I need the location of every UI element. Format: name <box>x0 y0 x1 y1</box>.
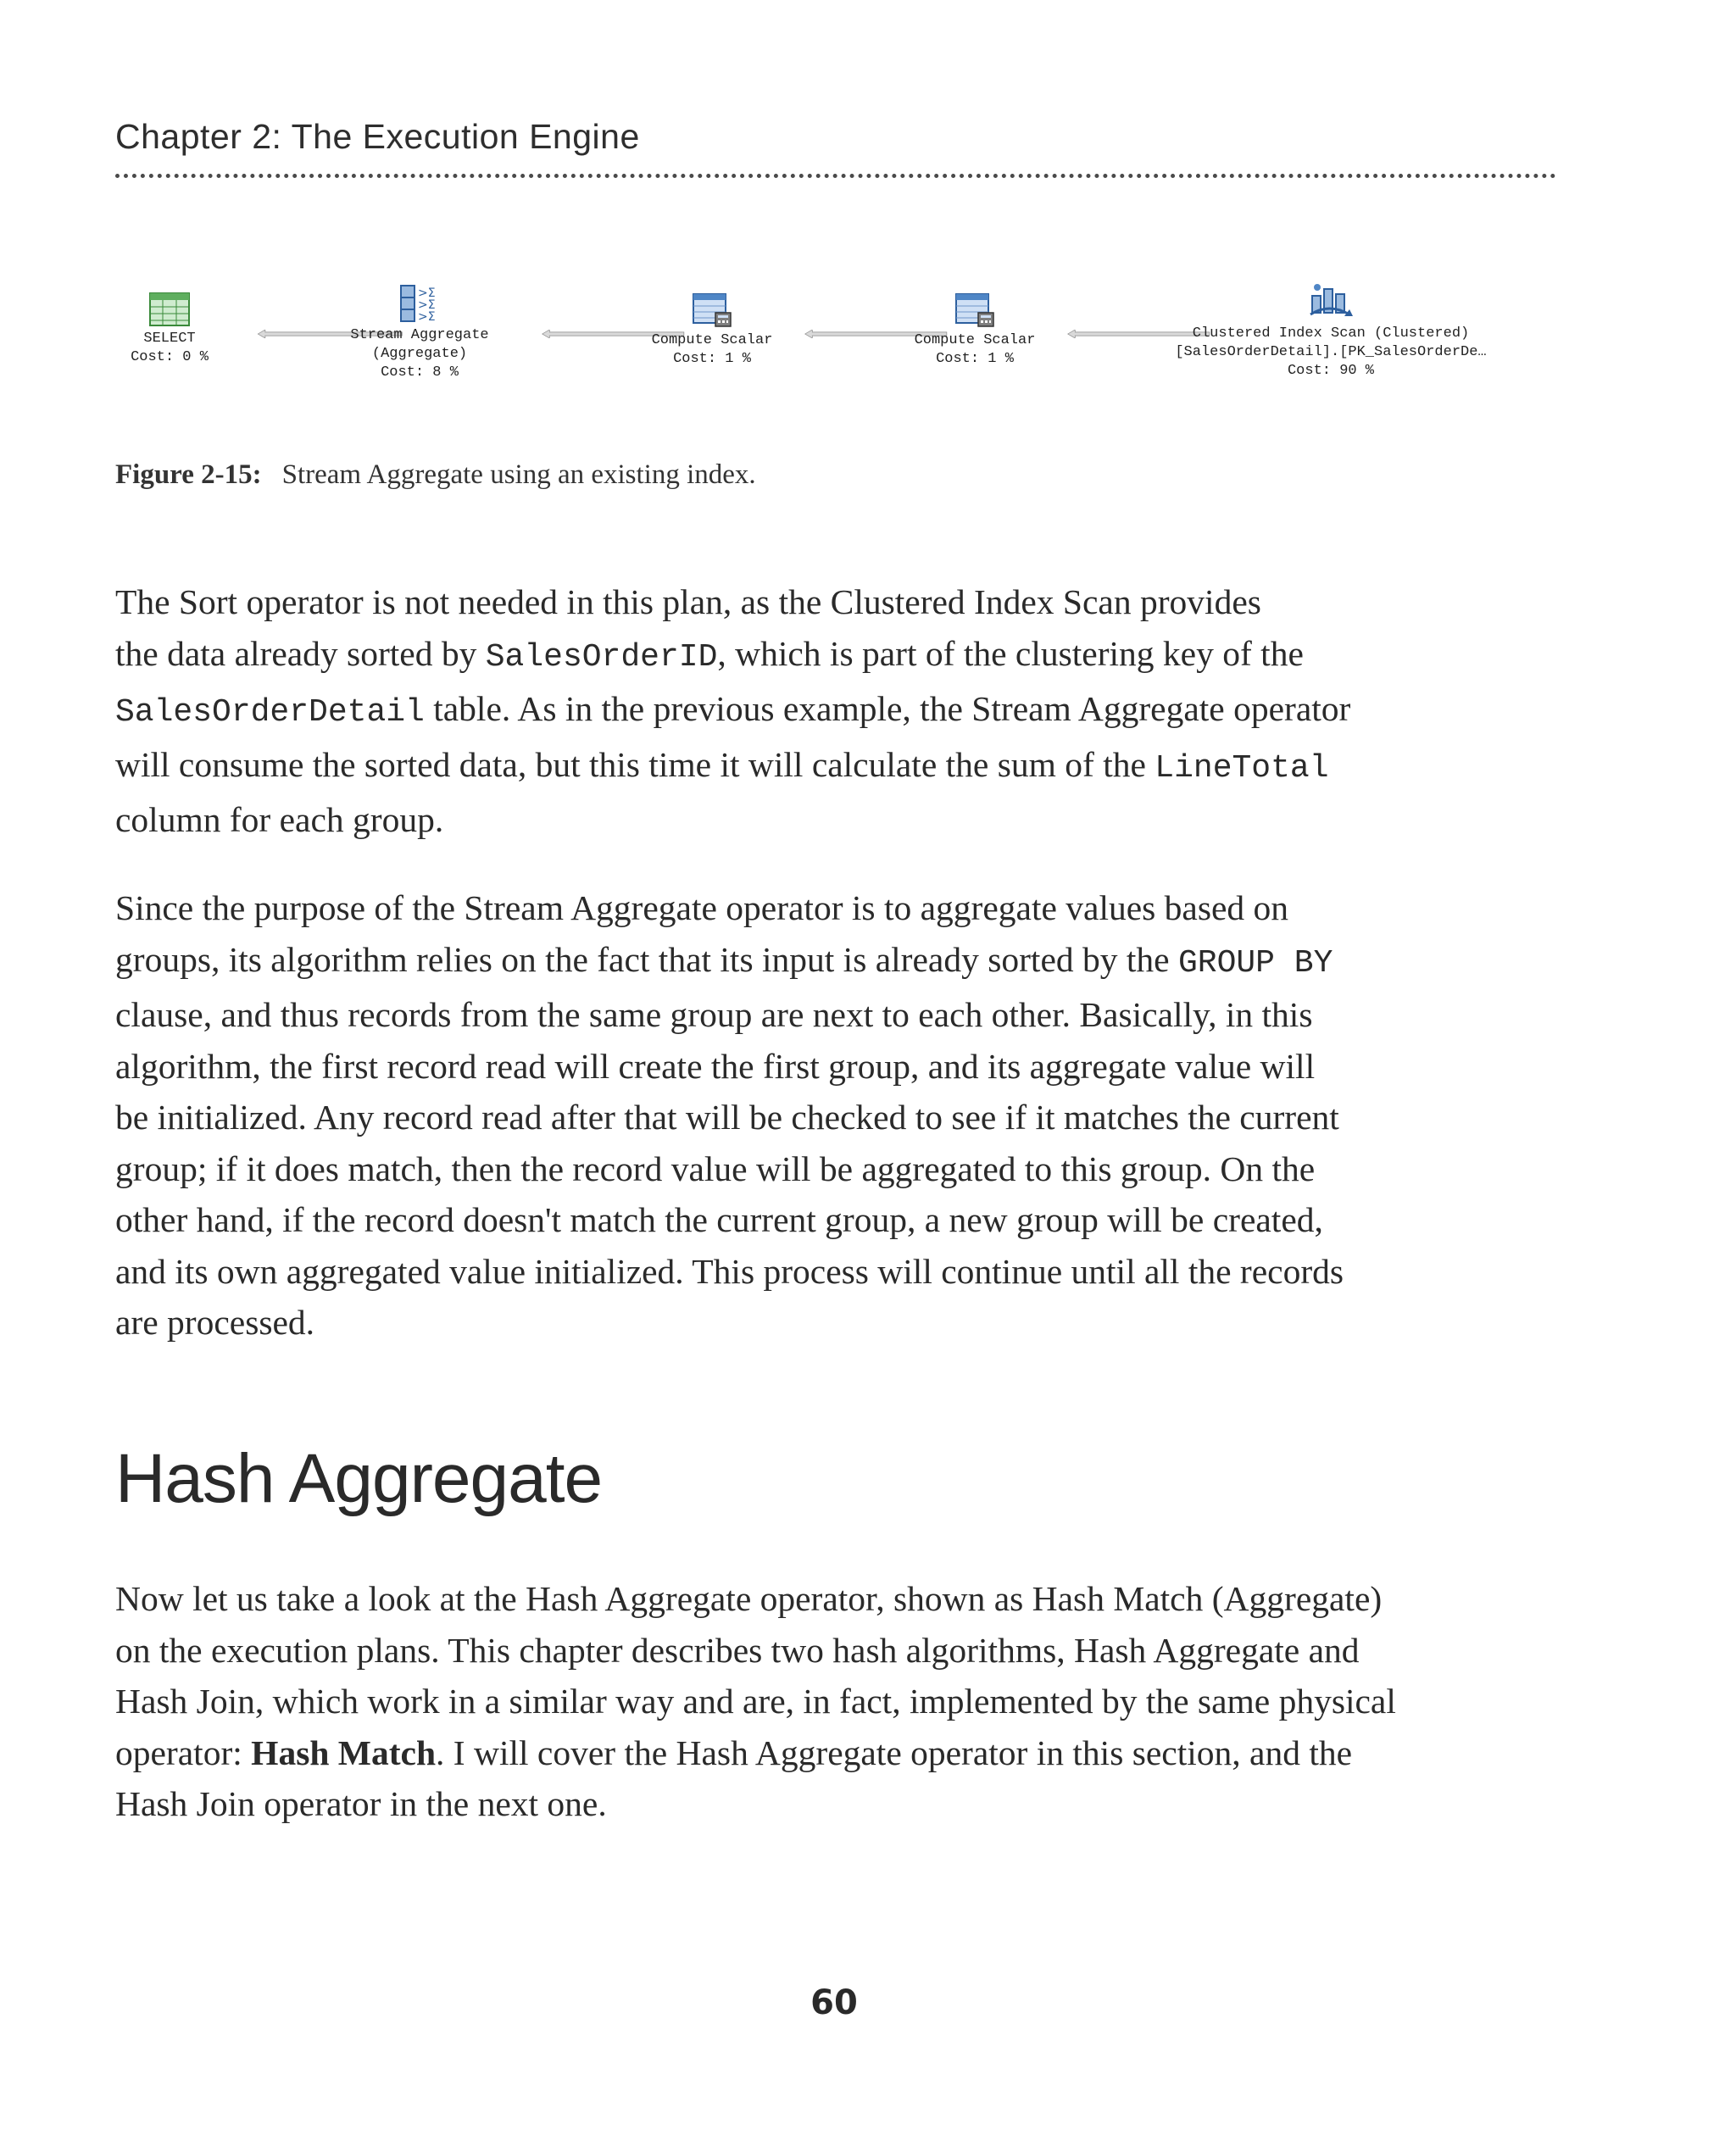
text-line: clause, and thus records from the same group are next to each other. Basically, in this <box>115 995 1313 1034</box>
inline-code: GROUP BY <box>1177 944 1333 982</box>
text-run: groups, its algorithm relies on the fact that its input is already sorted by the <box>115 939 1178 979</box>
text-line: Hash Join operator in the next one. <box>115 1784 607 1823</box>
page-number: 60 <box>810 1983 858 2022</box>
bold-term: Hash Match <box>251 1732 437 1772</box>
text-line: The Sort operator is not needed in this plan, as the Clustered Index Scan provides <box>115 582 1261 621</box>
figure-caption-text: Stream Aggregate using an existing index. <box>281 459 756 490</box>
text-run: the data already sorted by <box>115 633 486 673</box>
operator-name: Compute Scalar <box>914 332 1036 348</box>
svg-text:>Σ: >Σ <box>418 286 436 300</box>
svg-text:>Σ: >Σ <box>418 298 436 312</box>
section-heading: Hash Aggregate <box>115 1440 603 1517</box>
operator-name: SELECT <box>143 331 196 347</box>
text-line: Now let us take a look at the Hash Aggregate operator, shown as Hash Match (Aggregate) <box>115 1579 1383 1618</box>
plan-operator-stream-aggregate <box>314 284 526 382</box>
text-line: be initialized. Any record read after that will be checked to see if it matches the current <box>115 1098 1339 1137</box>
inline-code: LineTotal <box>1155 749 1329 787</box>
compute-scalar-icon <box>954 292 995 328</box>
figure-caption <box>115 459 756 491</box>
header-dotted-rule <box>115 174 1556 178</box>
operator-cost: Cost: 1 % <box>673 351 751 367</box>
text-line: on the execution plans. This chapter describes two hash algorithms, Hash Aggregate and <box>115 1630 1360 1670</box>
text-line <box>115 934 1573 990</box>
running-head: Chapter 2: The Execution Engine <box>115 117 640 156</box>
operator-cost: Cost: 8 % <box>381 364 459 381</box>
text-line: and its own aggregated value initialized. This process will continue until all the records <box>115 1251 1344 1291</box>
text-run: will consume the sorted data, but this time it will calculate the sum of the <box>115 744 1155 784</box>
body-paragraph <box>115 576 1573 846</box>
operator-name: Clustered Index Scan (Clustered) <box>1192 325 1470 342</box>
operator-cost: Cost: 1 % <box>936 351 1014 367</box>
compute-scalar-icon <box>692 292 732 328</box>
text-line: are processed. <box>115 1303 315 1342</box>
text-run: , which is part of the clustering key of the <box>717 633 1304 673</box>
plan-operator-select <box>110 292 229 367</box>
body-paragraph <box>115 1573 1573 1830</box>
text-run: table. As in the previous example, the Stream Aggregate operator <box>424 689 1351 728</box>
inline-code: SalesOrderID <box>485 638 718 676</box>
text-run: . I will cover the Hash Aggregate operator in this section, and the <box>436 1732 1353 1772</box>
text-line: Hash Join, which work in a similar way and are, in fact, implemented by the same physical <box>115 1682 1396 1721</box>
stream-aggregate-icon <box>399 284 440 323</box>
figure-label: Figure 2-15: <box>115 459 262 490</box>
operator-subtype: (Aggregate) <box>371 346 468 362</box>
text-line <box>115 628 1573 684</box>
execution-plan-figure <box>110 275 1551 403</box>
text-line <box>115 1727 1573 1779</box>
plan-operator-clustered-index-scan <box>1123 281 1538 381</box>
text-line: other hand, if the record doesn't match the current group, a new group will be created, <box>115 1200 1323 1239</box>
text-line: algorithm, the first record read will create the first group, and its aggregate value will <box>115 1046 1316 1086</box>
svg-text:>Σ: >Σ <box>418 310 436 323</box>
text-line <box>115 683 1573 739</box>
text-run: operator: <box>115 1732 252 1772</box>
operator-object: [SalesOrderDetail].[PK_SalesOrderDe… <box>1175 344 1487 360</box>
operator-cost: Cost: 0 % <box>131 349 209 365</box>
text-line: Since the purpose of the Stream Aggregate operator is to aggregate values based on <box>115 888 1289 927</box>
operator-name: Compute Scalar <box>651 332 773 348</box>
inline-code: SalesOrderDetail <box>115 694 425 731</box>
select-result-icon <box>149 292 190 326</box>
clustered-index-scan-icon <box>1307 281 1355 321</box>
operator-cost: Cost: 90 % <box>1287 363 1375 379</box>
operator-name: Stream Aggregate <box>350 327 489 343</box>
body-paragraph <box>115 882 1573 1349</box>
text-line: group; if it does match, then the record value will be aggregated to this group. On the <box>115 1148 1316 1188</box>
text-line <box>115 739 1573 795</box>
text-line: column for each group. <box>115 800 444 839</box>
